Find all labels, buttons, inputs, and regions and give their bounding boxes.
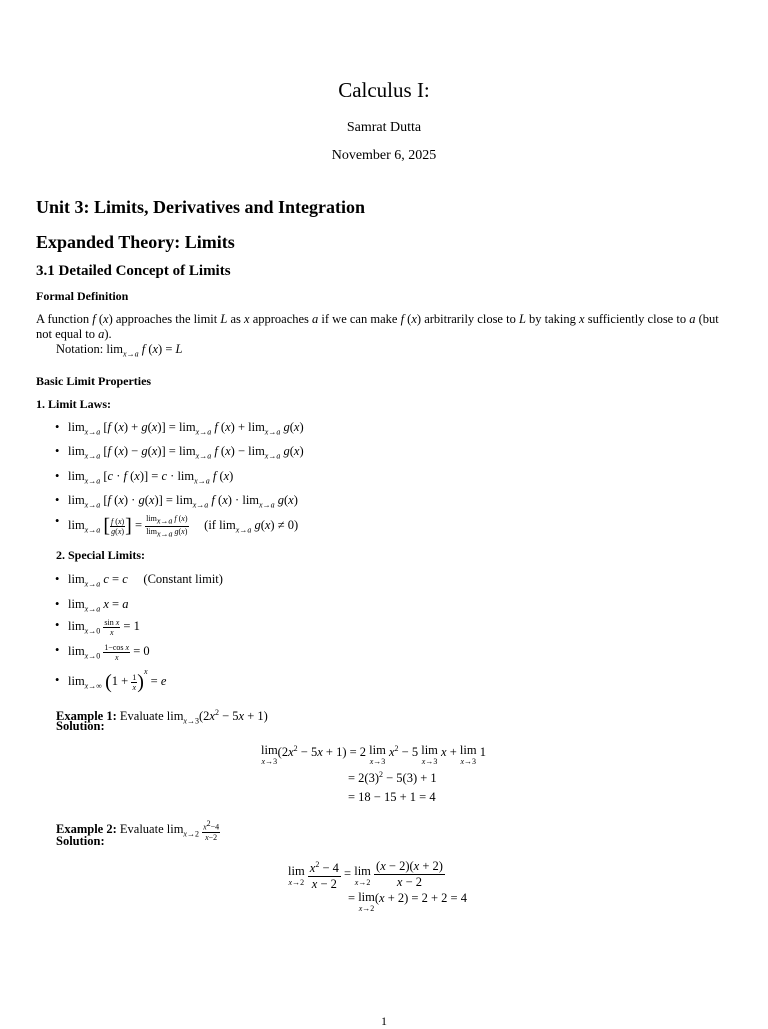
example-1-step-2: = $2(3)^2 - 5(3) + 1$ bbox=[348, 770, 437, 786]
example-2-step-1: lim x→2 $\frac{x^2 - 4}{x - 2}$ = lim x→2 $\frac{(x - 2)(x + 2)}{x - 2}$ bbox=[288, 857, 445, 892]
example-2-statement: Example 2: Evaluate $\lim_{x\to 2}$ $\frac{x^2-4}{x-2}$ bbox=[56, 819, 220, 842]
special-limit-one-minus-cos: • $\lim_{x\to 0}$ $\frac{\text{1−cos x}}{x}$ = 0 bbox=[56, 643, 150, 662]
limit-laws-heading: 1. Limit Laws: bbox=[36, 397, 111, 411]
special-limit-e: • $\lim_{x\to\infty} (1$ + $\frac{1}{x}$ )$^x$ = e bbox=[56, 673, 166, 692]
example-1-solution-label: Solution: bbox=[56, 719, 105, 733]
special-limit-identity: • $\lim_{x\to a} x = a$ bbox=[56, 597, 128, 614]
example-1-evaluate: Evaluate bbox=[119, 709, 164, 724]
example-2-evaluate: Evaluate bbox=[119, 822, 164, 837]
document-author: Samrat Dutta bbox=[346, 120, 422, 135]
formal-definition-text: A function f (x) approaches the limit L as x approaches a if we can make f (x) arbitrarily close to L by taking x sufficiently close to a (but not equal to a). bbox=[36, 312, 719, 341]
document-date: November 6, 2025 bbox=[331, 148, 437, 163]
notation-line: Notation: $\lim_{x\to a} f$ (x) = L bbox=[56, 342, 183, 359]
special-limit-sinx-over-x: • $\lim_{x\to 0}$ $\frac{\text{sin x}}{x}$ = 1 bbox=[56, 618, 140, 637]
limit-law-constant-multiple: • $\lim_{x\to a} [c \cdot f$ $(x)] = c \cdot \lim_{x\to a} f$ (x) bbox=[56, 469, 233, 486]
unit-heading: Unit 3: Limits, Derivatives and Integration bbox=[36, 197, 365, 217]
document-title: Calculus I: bbox=[338, 78, 430, 102]
expanded-theory-heading: Expanded Theory: Limits bbox=[36, 232, 235, 252]
example-2-solution-label: Solution: bbox=[56, 834, 105, 848]
example-1-label: Example 1: bbox=[56, 709, 117, 724]
constant-limit-note: (Constant limit) bbox=[143, 572, 223, 586]
section-heading: 3.1 Detailed Concept of Limits bbox=[36, 263, 231, 279]
limit-law-difference: • $\lim_{x\to a} [f$ $(x) - g(x)] = \lim_{x\to a} f$ $(x) - \lim_{x\to a} g(x)$ bbox=[56, 444, 304, 461]
example-2-label: Example 2: bbox=[56, 822, 117, 837]
basic-properties-heading: Basic Limit Properties bbox=[36, 374, 152, 388]
special-limits-heading: 2. Special Limits: bbox=[56, 548, 145, 562]
example-1-statement: Example 1: Evaluate $\lim_{x\to 3}(2x^2 - 5x + 1)$ bbox=[56, 708, 268, 726]
formal-definition-heading: Formal Definition bbox=[36, 289, 129, 303]
limit-law-product: • $\lim_{x\to a} [f$ $(x) \cdot g(x)] = \lim_{x\to a} f$ $(x) \cdot \lim_{x\to a} g(x)$ bbox=[56, 493, 298, 510]
limit-law-sum: • $\lim_{x\to a} [f$ $(x) + g(x)] = \lim_{x\to a} f$ $(x) + \lim_{x\to a} g(x)$ bbox=[56, 420, 304, 437]
limit-law-quotient: • $\lim_{x\to a}$ [ $\frac{f (x)}{g(x)}$ ] = $\frac{\lim_{x\to a} f (x)}{\lim_{x\to a} g(x)}$ (if $\lim_{x\to a} g(x) \ne 0$) bbox=[56, 514, 298, 538]
example-2-step-2: = lim x→2 (x + 2) = 2 + 2 = 4 bbox=[348, 890, 467, 913]
example-1-step-3: = 18 − 15 + 1 = 4 bbox=[348, 790, 436, 804]
special-limit-constant: • $\lim_{x\to a} c = c$ (Constant limit) bbox=[56, 572, 223, 589]
page-number: 1 bbox=[381, 1014, 387, 1028]
example-1-step-1: lim x→3 $(2x^2 - 5x + 1) = 2$ lim x→3 $x^2 - 5$ lim x→3 x + lim x→3 1 bbox=[261, 743, 486, 766]
